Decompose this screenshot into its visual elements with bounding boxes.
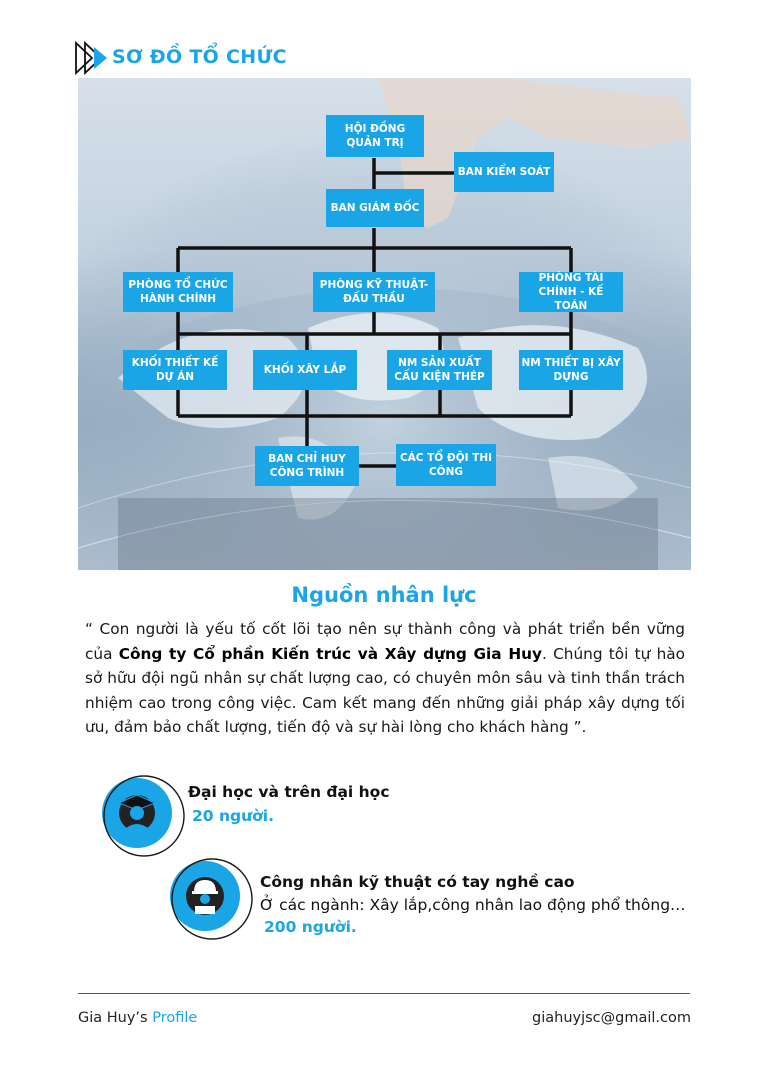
stat-desc-2: Ở các ngành: Xây lắp,công nhân lao động phổ thông… [260, 896, 686, 914]
org-teams: CÁC TỔ ĐỘI THI CÔNG [396, 444, 496, 486]
org-unit-steel: NM SẢN XUẤT CẤU KIỆN THÉP [387, 350, 492, 390]
org-chart [78, 78, 691, 570]
org-unit-equipment: NM THIẾT BỊ XÂY DỰNG [519, 350, 623, 390]
stat-count-1: 20 người. [192, 807, 274, 825]
section-title: SƠ ĐỒ TỔ CHỨC [112, 46, 287, 68]
company-name: Công ty Cổ phần Kiến trúc và Xây dựng Gia Huy [118, 644, 542, 663]
hr-paragraph-end: . Chúng tôi tự hào sở hữu đội ngũ nhân sự chất lượng cao, có chuyên môn sâu và tinh thần trách nhiệm cao trong công việc. Cam kết mang đến những giải pháp xây dựng tối ưu, đảm bảo chất lượng, tiến độ và sự hài lòng cho khách hàng ”. [85, 644, 686, 736]
hr-paragraph-start: “ Con người là yếu tố cốt lõi tạo nên sự thành công và phát triển bền vững của [85, 620, 685, 663]
stat-count-2: 200 người. [264, 918, 357, 936]
footer-brand [78, 1010, 197, 1026]
worker-icon [169, 856, 255, 942]
double-arrow-icon [74, 40, 110, 80]
graduate-icon [101, 773, 187, 859]
org-dept-admin: PHÒNG TỔ CHỨC HÀNH CHÍNH [123, 272, 233, 312]
stat-title-2: Công nhân kỹ thuật có tay nghề cao [260, 873, 575, 891]
hr-paragraph [85, 617, 685, 740]
org-dept-tech: PHÒNG KỸ THUẬT- ĐẤU THẦU [313, 272, 435, 312]
org-board: HỘI ĐỒNG QUẢN TRỊ [326, 115, 424, 157]
org-directors: BAN GIÁM ĐỐC [326, 189, 424, 227]
footer-brand-accent: Profile [152, 1010, 198, 1026]
stat-title-1: Đại học và trên đại học [188, 783, 390, 801]
footer-divider [78, 993, 690, 994]
org-dept-finance: PHÒNG TÀI CHÍNH - KẾ TOÁN [519, 272, 623, 312]
hr-title: Nguồn nhân lực [291, 583, 477, 607]
footer-email: giahuyjsc@gmail.com [532, 1010, 691, 1026]
footer-brand-name: Gia Huy’s [78, 1010, 148, 1026]
org-unit-design: KHỐI THIẾT KẾ DỰ ÁN [123, 350, 227, 390]
org-supervisory: BAN KIỂM SOÁT [454, 152, 554, 192]
org-unit-build: KHỐI XÂY LẮP [253, 350, 357, 390]
org-site-command: BAN CHỈ HUY CÔNG TRÌNH [255, 446, 359, 486]
